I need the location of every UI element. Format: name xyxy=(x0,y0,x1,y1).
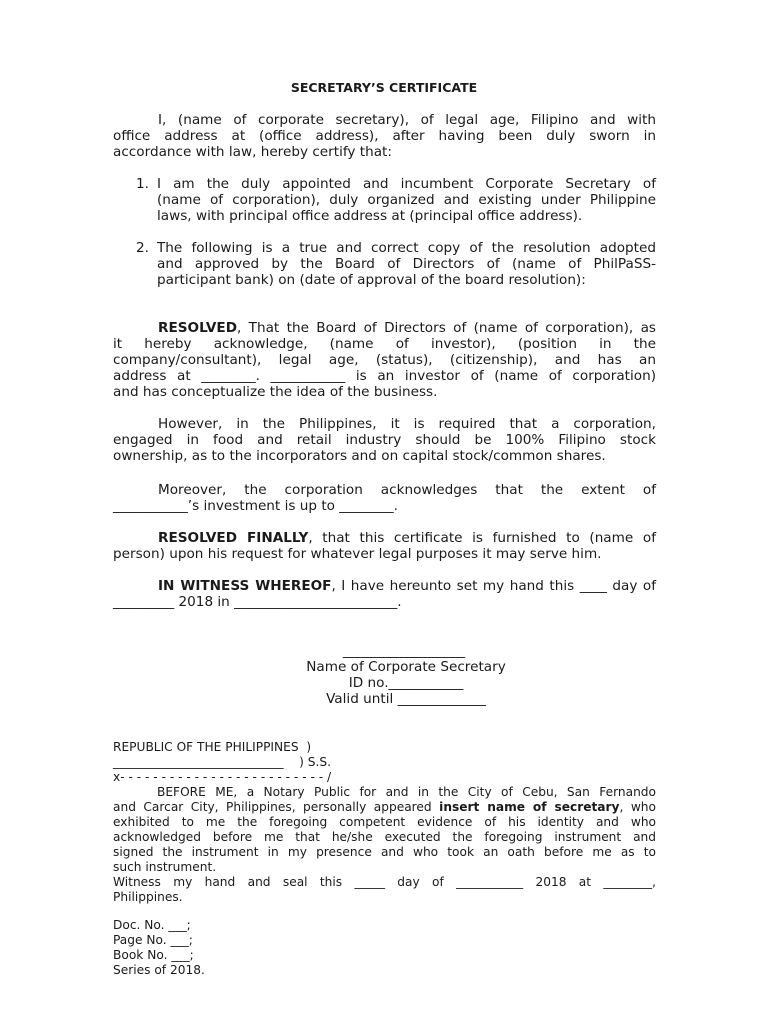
before-me-line xyxy=(113,800,656,815)
resolved-line: and has conceptualize the idea of the business. xyxy=(113,384,438,400)
before-me-line: acknowledged before me that he/she executed the foregoing instrument and xyxy=(113,830,656,844)
before-me-line: such instrument. xyxy=(113,860,217,874)
item-line: and approved by the Board of Directors of (name of PhilPaSS- xyxy=(157,256,656,272)
notary-witness-line: Philippines. xyxy=(113,890,183,904)
moreover-line: Moreover, the corporation acknowledges that the extent of xyxy=(158,482,656,498)
witness-whereof-text: , I have hereunto set my hand this ____ day of xyxy=(331,578,656,594)
resolved-finally-line xyxy=(113,530,656,546)
before-me-text: and Carcar City, Philippines, personally appeared xyxy=(113,800,440,814)
before-me-text: , who xyxy=(619,800,656,814)
secretary-name: Name of Corporate Secretary xyxy=(306,659,506,675)
series-number: Series of 2018. xyxy=(113,963,205,977)
notary-witness-line: Witness my hand and seal this _____ day of ___________ 2018 at ________, xyxy=(113,875,656,889)
resolved-finally-text: , that this certificate is furnished to (name of xyxy=(308,530,656,546)
item-line: (name of corporation), duly organized and existing under Philippine xyxy=(157,192,656,208)
however-line: engaged in food and retail industry should be 100% Filipino stock xyxy=(113,432,656,448)
resolved-finally-lead: RESOLVED FINALLY xyxy=(158,530,309,546)
resolved-text: , That the Board of Directors of (name of corporation), as xyxy=(236,320,656,336)
signature-line: __________________ xyxy=(342,643,466,659)
document-title: SECRETARY’S CERTIFICATE xyxy=(290,80,478,95)
witness-whereof-line xyxy=(113,578,656,594)
item-number: 2. xyxy=(136,240,149,256)
page-number: Page No. ___; xyxy=(113,933,193,947)
intro-line: I, (name of corporate secretary), of legal age, Filipino and with xyxy=(158,112,656,128)
resolved-finally-line: person) upon his request for whatever legal purposes it may serve him. xyxy=(113,546,602,562)
resolved-line xyxy=(113,320,656,336)
item-line: The following is a true and correct copy of the resolution adopted xyxy=(157,240,656,256)
intro-line: office address at (office address), after having been duly sworn in xyxy=(113,128,656,144)
however-line: ownership, as to the incorporators and on capital stock/common shares. xyxy=(113,448,606,464)
doc-number: Doc. No. ___; xyxy=(113,918,191,932)
moreover-line: ___________’s investment is up to ________. xyxy=(113,498,398,514)
resolved-line: address at ________. ___________ is an investor of (name of corporation) xyxy=(113,368,656,384)
resolved-lead: RESOLVED xyxy=(158,320,237,336)
item-line: participant bank) on (date of approval of the board resolution): xyxy=(157,272,586,288)
city-line: ____________________________ ) S.S. xyxy=(113,755,331,769)
republic-line: REPUBLIC OF THE PHILIPPINES ) xyxy=(113,740,312,754)
id-number: ID no.___________ xyxy=(348,675,464,691)
item-line: I am the duly appointed and incumbent Corporate Secretary of xyxy=(157,176,656,192)
resolved-line: it hereby acknowledge, (name of investor), (position in the xyxy=(113,336,656,352)
resolved-line: company/consultant), legal age, (status), (citizenship), and has an xyxy=(113,352,656,368)
before-me-line: exhibited to me the foregoing competent evidence of his identity and who xyxy=(113,815,656,829)
however-line: However, in the Philippines, it is required that a corporation, xyxy=(158,416,656,432)
witness-whereof-line: _________ 2018 in ________________________. xyxy=(113,594,402,610)
secretary-name-placeholder: insert name of secretary xyxy=(439,800,620,814)
before-me-line: signed the instrument in my presence and who took an oath before me as to xyxy=(113,845,656,859)
item-line: laws, with principal office address at (principal office address). xyxy=(157,208,583,224)
x-line: x- - - - - - - - - - - - - - - - - - - - - - - - - / xyxy=(113,770,332,784)
witness-whereof-lead: IN WITNESS WHEREOF xyxy=(158,578,332,594)
item-number: 1. xyxy=(136,176,149,192)
intro-line: accordance with law, hereby certify that: xyxy=(113,144,392,160)
before-me-line: BEFORE ME, a Notary Public for and in the City of Cebu, San Fernando xyxy=(157,785,656,799)
valid-until: Valid until _____________ xyxy=(326,691,486,707)
book-number: Book No. ___; xyxy=(113,948,194,962)
